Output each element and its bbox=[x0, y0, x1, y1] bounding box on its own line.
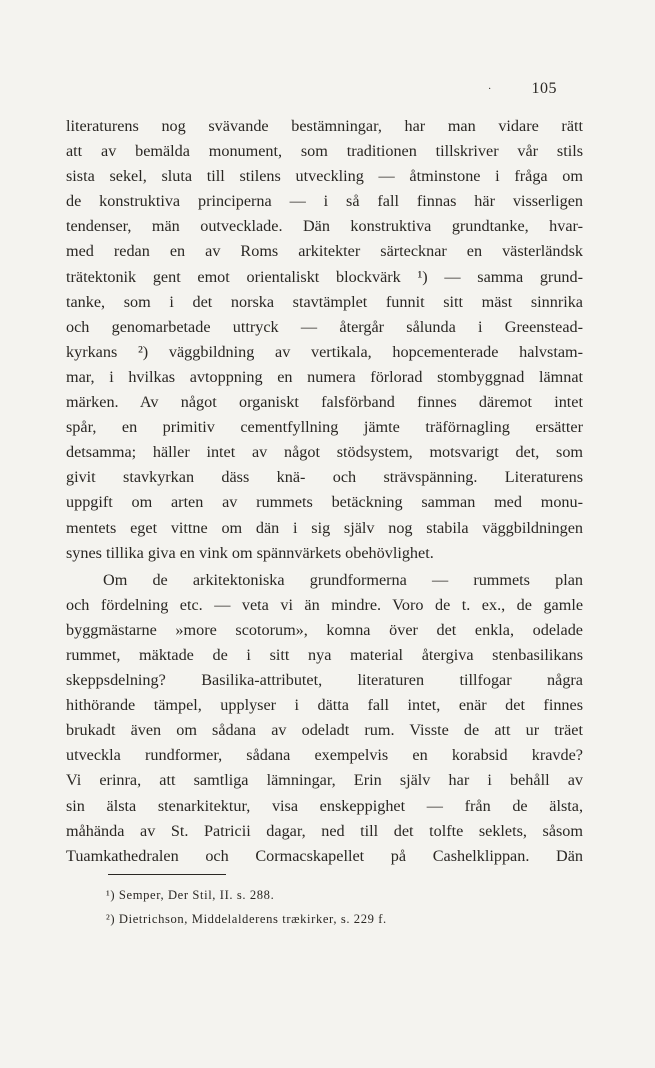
body-text bbox=[66, 114, 583, 869]
text-line: hithörande tämpel, upplyser i dätta fall intet, enär det finnes bbox=[66, 696, 583, 715]
text-line: trätektonik gent emot orientaliskt blockvärk ¹) — samma grund- bbox=[66, 267, 583, 286]
text-line: uppgift om arten av rummets betäckning samman med monu- bbox=[66, 493, 583, 512]
footnote-text: Semper, Der Stil, II. s. 288. bbox=[118, 888, 275, 902]
text-line: och fördelning etc. — veta vi än mindre. Voro de t. ex., de gamle bbox=[66, 595, 583, 614]
text-line: mar, i hvilkas avtoppning en numera förlorad stombyggnad lämnat bbox=[66, 367, 583, 386]
text-line: rummet, mäktade de i sitt nya material återgiva stenbasilikans bbox=[66, 645, 583, 664]
text-line: mentets eget vittne om dän i sig själv nog stabila väggbildningen bbox=[66, 518, 583, 537]
text-line: detsamma; häller intet av något stödsystem, motsvarigt det, som bbox=[66, 443, 583, 462]
text-line: synes tillika giva en vink om spännvärkets obehövlighet. bbox=[66, 543, 434, 562]
text-line: tanke, som i det norska stavtämplet funnit sitt mäst sinnrika bbox=[66, 292, 583, 311]
text-line: brukadt även om sådana av odeladt rum. Visste de att ur träet bbox=[66, 721, 583, 740]
print-speck: · bbox=[488, 84, 492, 95]
footnote-rule bbox=[108, 874, 226, 875]
text-line: de konstruktiva principerna — i så fall finnas här visserligen bbox=[66, 192, 583, 211]
text-line: måhända av St. Patricii dagar, ned till det tolfte seklets, såsom bbox=[66, 821, 583, 840]
text-line: literaturens nog svävande bestämningar, har man vidare rätt bbox=[66, 117, 583, 135]
text-line: tendenser, män outvecklade. Dän konstruktiva grundtanke, hvar- bbox=[66, 217, 583, 236]
text-line: märken. Av något organiskt falsförband finnes däremot intet bbox=[66, 393, 583, 412]
text-line: kyrkans ²) väggbildning av vertikala, hopcementerade halvstam- bbox=[66, 342, 583, 361]
paragraph-first-line: Om de arkitektoniska grundformerna — rummets plan bbox=[103, 570, 583, 589]
text-line: att av bemälda monument, som traditionen tillskriver vår stils bbox=[66, 142, 583, 161]
text-line: byggmästarne »more scotorum», komna över det enkla, odelade bbox=[66, 620, 583, 639]
footnote-mark: ²) bbox=[106, 912, 116, 926]
footnote-mark: ¹) bbox=[106, 888, 116, 902]
text-line: givit stavkyrkan däss knä- och strävspänning. Literaturens bbox=[66, 468, 583, 487]
text-line: sista sekel, sluta till stilens utveckling — åtminstone i fråga om bbox=[66, 167, 583, 186]
text-line: med redan en av Roms arkitekter särtecknar en västerländsk bbox=[66, 242, 583, 261]
text-line: sin älsta stenarkitektur, visa enskeppighet — från de älsta, bbox=[66, 796, 583, 815]
text-line: skeppsdelning? Basilika-attributet, literaturen tillfogar några bbox=[66, 671, 583, 690]
footnote-text: Dietrichson, Middelalderens trækirker, s. 229 f. bbox=[118, 912, 387, 926]
text-line: Tuamkathedralen och Cormacskapellet på Cashelklippan. Dän bbox=[66, 846, 583, 865]
footnote-2 bbox=[106, 907, 387, 931]
text-line: och genomarbetade uttryck — återgår sålunda i Greenstead- bbox=[66, 317, 583, 336]
text-line: spår, en primitiv cementfyllning jämte träförnagling ersätter bbox=[66, 418, 583, 437]
footnote-1 bbox=[106, 883, 387, 907]
text-line: utveckla rundformer, sådana exempelvis en korabsid kravde? bbox=[66, 746, 583, 765]
text-line: Vi erinra, att samtliga lämningar, Erin själv har i behåll av bbox=[66, 771, 583, 790]
page-number: 105 bbox=[531, 80, 557, 97]
footnotes bbox=[106, 883, 387, 931]
